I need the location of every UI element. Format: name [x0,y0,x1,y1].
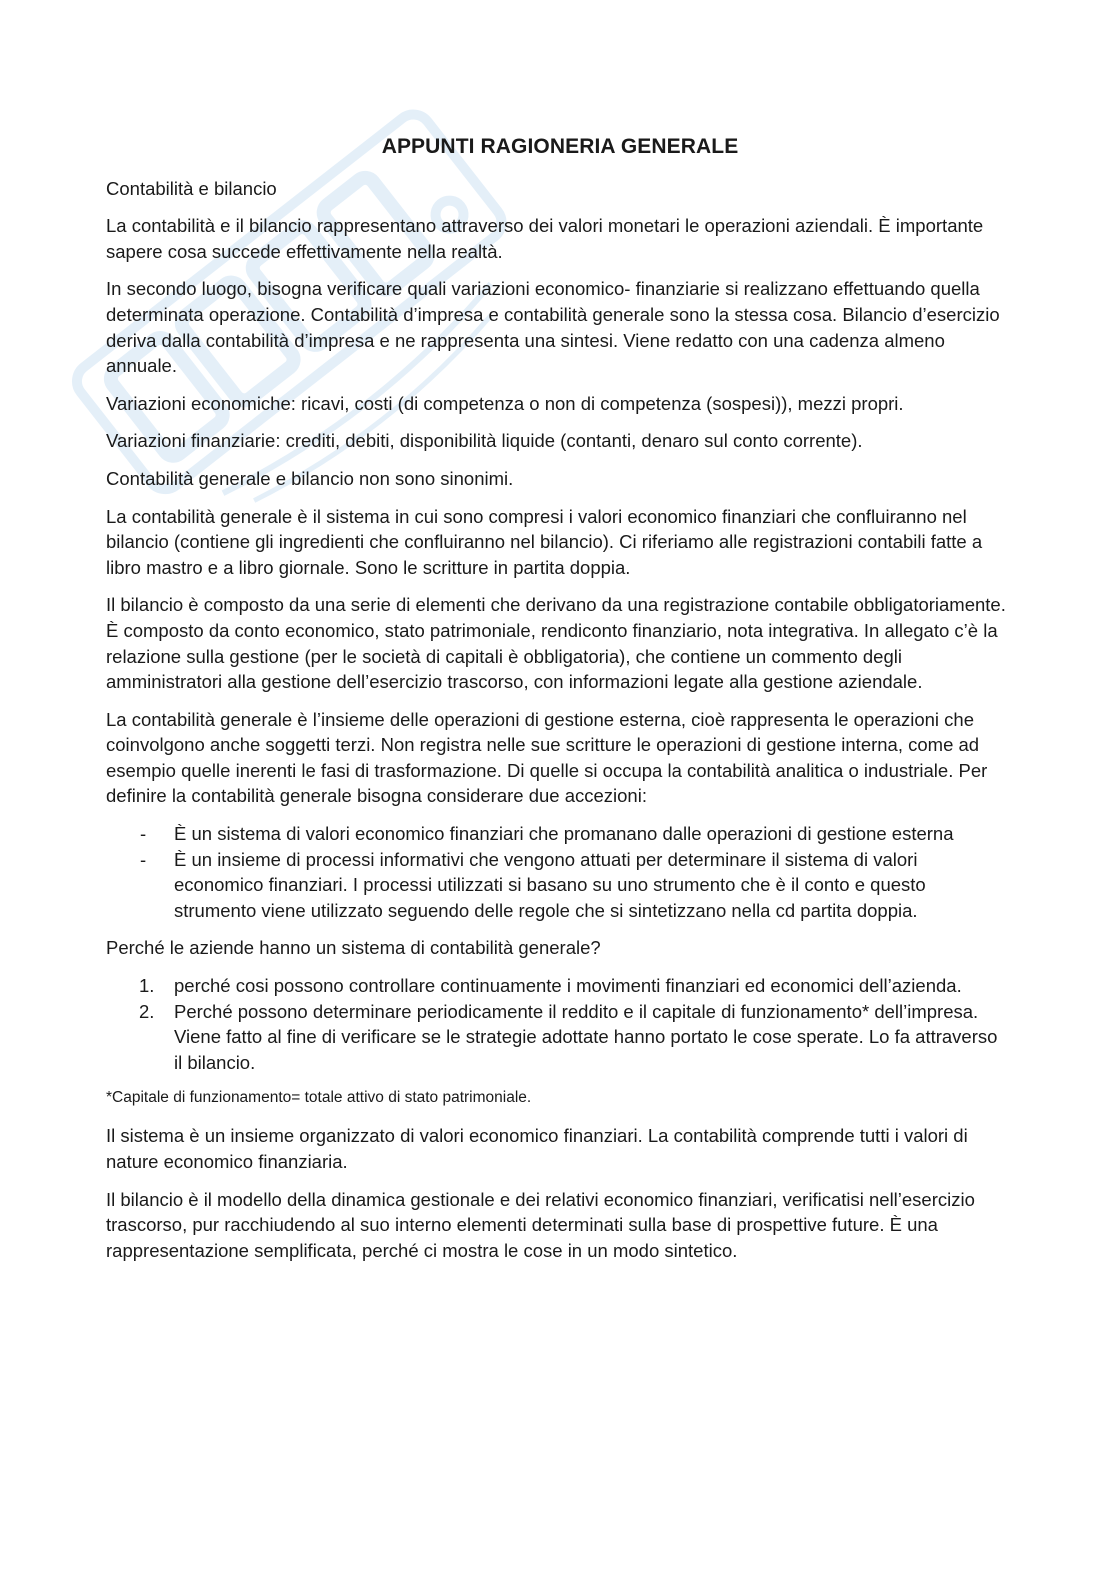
list-item-text: perché cosi possono controllare continuamente i movimenti finanziari ed economici dell’azienda. [174,975,962,997]
paragraph-bilancio-modello: Il bilancio è il modello della dinamica gestionale e dei relativi economico finanziari, verificatisi nell’esercizio trascorso, pur racchiudendo al suo interno elementi determinati sulla base di prospettive future. È una rappresentazione semplificata, perché ci mostra le cose in un modo sintetico. [106,1188,975,1261]
list-marker: - [140,823,147,845]
subtitle: Contabilità e bilancio [106,177,277,199]
list-item-text: È un sistema di valori economico finanziari che promanano dalle operazioni di gestione esterna [174,823,954,845]
list-marker: 1. [139,975,155,997]
paragraph-contabilita-generale: La contabilità generale è il sistema in cui sono compresi i valori economico finanziari che confluiranno nel bilancio (contiene gli ingredienti che confluiranno nel bilancio). Ci riferiamo alle registrazioni contabili fatte a libro mastro e a libro giornale. Sono le scritture in partita doppia. [106,505,983,578]
list-item [106,999,1006,1076]
paragraph-intro: La contabilità e il bilancio rappresentano attraverso dei valori monetari le operazioni aziendali. È importante sapere cosa succede effettivamente nella realtà. [106,215,984,262]
list-marker: 2. [139,1000,155,1022]
page-title: APPUNTI RAGIONERIA GENERALE [381,135,739,158]
paragraph-bilancio-composto: Il bilancio è composto da una serie di elementi che derivano da una registrazione contabile obbligatoriamente. È composto da conto economico, stato patrimoniale, rendiconto finanziario, nota integrativa. In allegato c’è la relazione sulla gestione (per le società di capitali è obbligatoria), che contiene un commento degli amministratori alla gestione dell’esercizio trascorso, con informazioni legate alla gestione aziendale. [106,594,1006,693]
paragraph-sistema: Il sistema è un insieme organizzato di valori economico finanziari. La contabilità comprende tutti i valori di nature economico finanziaria. [106,1125,968,1172]
paragraph-variazioni: In secondo luogo, bisogna verificare quali variazioni economico- finanziarie si realizzano effettuando quella determinata operazione. Contabilità d’impresa e contabilità generale sono la stessa cosa. Bilancio d’esercizio deriva dalla contabilità d’impresa e ne rappresenta una sintesi. Viene redatto con una cadenza almeno annuale. [106,278,1000,377]
list-item [106,847,1006,924]
paragraph-question: Perché le aziende hanno un sistema di contabilità generale? [106,937,601,959]
accezioni-list [106,821,1006,923]
document-page [106,134,1006,1275]
list-item-text: Perché possono determinare periodicamente il reddito e il capitale di funzionamento* dell’impresa. Viene fatto al fine di verificare se le strategie adottate hanno portato le cose sperate. Lo fa attraverso il bilancio. [174,1000,998,1073]
list-marker: - [140,848,147,870]
reasons-list [106,973,1006,1075]
paragraph-gestione-esterna: La contabilità generale è l’insieme delle operazioni di gestione esterna, cioè rappresenta le operazioni che coinvolgono anche soggetti terzi. Non registra nelle sue scritture le operazioni di gestione interna, come ad esempio quelle inerenti le fasi di trasformazione. Di quelle si occupa la contabilità analitica o industriale. Per definire la contabilità generale bisogna considerare due accezioni: [106,708,988,807]
footnote: *Capitale di funzionamento= totale attivo di stato patrimoniale. [106,1089,532,1107]
paragraph-variazioni-economiche: Variazioni economiche: ricavi, costi (di competenza o non di competenza (sospesi)), mezzi propri. [106,392,904,414]
list-item-text: È un insieme di processi informativi che vengono attuati per determinare il sistema di valori economico finanziari. I processi utilizzati si basano su uno strumento che è il conto e questo strumento viene utilizzato seguendo delle regole che si sintetizzano nella cd partita doppia. [174,848,926,921]
list-item [106,821,1006,847]
list-item [106,973,1006,999]
paragraph-non-sinonimi: Contabilità generale e bilancio non sono sinonimi. [106,467,514,489]
paragraph-variazioni-finanziarie: Variazioni finanziarie: crediti, debiti, disponibilità liquide (contanti, denaro sul conto corrente). [106,430,863,452]
